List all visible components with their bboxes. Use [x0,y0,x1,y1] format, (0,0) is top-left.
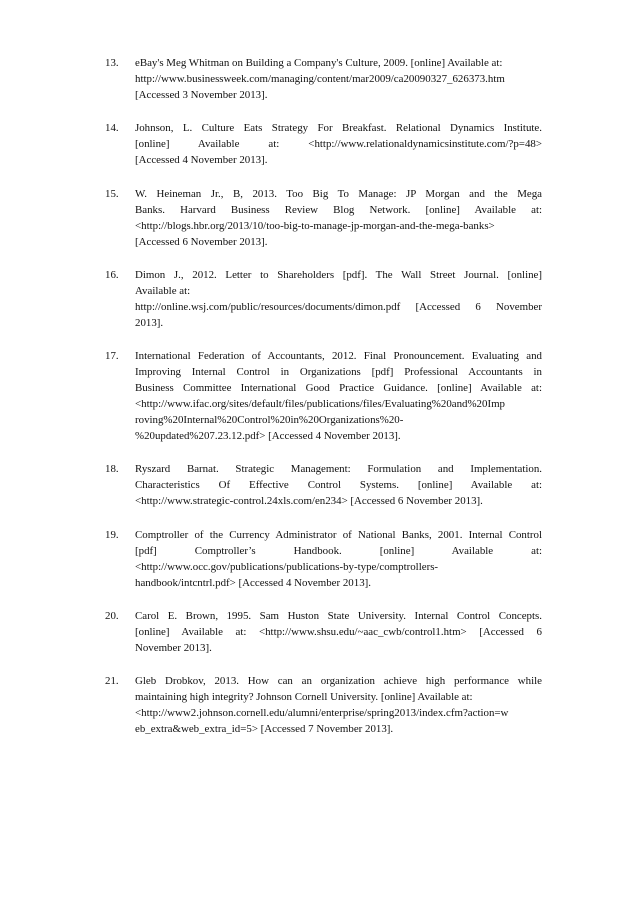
reference-item-17 [105,348,542,444]
reference-number: 13. [105,57,119,69]
reference-number: 16. [105,268,119,281]
reference-number: 17. [105,350,119,363]
reference-link[interactable]: %20updated%207.23.12.pdf> [Accessed 4 November 2013]. [135,430,401,443]
reference-number: 18. [105,463,119,476]
reference-line: Ryszard Barnat. Strategic Management: Formulation and Implementation. [135,463,542,476]
reference-line: Business Committee International Good Practice Guidance. [online] Available at: [135,382,542,395]
reference-number: 19. [105,528,119,541]
reference-number: 21. [105,675,119,688]
reference-line: Gleb Drobkov, 2013. How can an organization achieve high performance while [135,675,542,688]
reference-line: Dimon J., 2012. Letter to Shareholders [pdf]. The Wall Street Journal. [online] [135,268,542,281]
reference-line: W. Heineman Jr., B, 2013. Too Big To Manage: JP Morgan and the Mega [135,187,542,200]
reference-link[interactable]: <http://www.occ.gov/publications/publications-by-type/comptrollers- [135,560,439,573]
reference-number: 15. [105,187,119,200]
reference-number: 14. [105,122,119,135]
reference-line: Banks. Harvard Business Review Blog Network. [online] Available at: [135,203,542,216]
reference-item-20 [105,608,542,656]
reference-line: Comptroller of the Currency Administrator of National Banks, 2001. Internal Control [135,528,542,541]
reference-line: maintaining high integrity? Johnson Cornell University. [online] Available at: [135,691,473,704]
reference-link[interactable]: http://www.businessweek.com/managing/content/mar2009/ca20090327_626373.htm [135,73,505,85]
reference-list [105,55,542,755]
reference-link[interactable]: <http://blogs.hbr.org/2013/10/too-big-to-manage-jp-morgan-and-the-mega-banks> [135,219,495,232]
reference-line: Available at: [135,284,191,297]
reference-link[interactable]: http://online.wsj.com/public/resources/documents/dimon.pdf [Accessed 6 November [135,300,542,313]
reference-line: Johnson, L. Culture Eats Strategy For Breakfast. Relational Dynamics Institute. [135,122,542,135]
reference-item-16 [105,267,542,331]
reference-link[interactable]: [online] Available at: <http://www.shsu.edu/~aac_cwb/control1.htm> [Accessed 6 [135,626,542,639]
reference-line: [pdf] Comptroller’s Handbook. [online] Available at: [135,544,542,557]
reference-item-19 [105,527,542,591]
reference-line: [Accessed 6 November 2013]. [135,235,268,248]
reference-line: International Federation of Accountants, 2012. Final Pronouncement. Evaluating and [135,350,542,363]
reference-link[interactable]: <http://www.ifac.org/sites/default/files/publications/files/Evaluating%20and%20Imp [135,398,505,411]
reference-item-14 [105,120,542,168]
reference-item-18 [105,461,542,509]
reference-item-15 [105,186,542,250]
reference-line: November 2013]. [135,642,212,655]
reference-line: Carol E. Brown, 1995. Sam Huston State University. Internal Control Concepts. [135,610,542,623]
reference-line: 2013]. [135,316,164,329]
reference-link[interactable]: [online] Available at: <http://www.relationaldynamicsinstitute.com/?p=48> [135,138,542,151]
reference-line: Improving Internal Control in Organizations [pdf] Professional Accountants in [135,366,542,379]
reference-line: eBay's Meg Whitman on Building a Company's Culture, 2009. [online] Available at: [135,57,503,69]
reference-link[interactable]: <http://www.strategic-control.24xls.com/en234> [Accessed 6 November 2013]. [135,495,483,508]
reference-line: [Accessed 3 November 2013]. [135,89,268,101]
reference-item-13 [105,55,542,103]
reference-item-21 [105,673,542,737]
reference-link[interactable]: eb_extra&web_extra_id=5> [Accessed 7 November 2013]. [135,723,394,736]
reference-line: [Accessed 4 November 2013]. [135,154,268,167]
reference-number: 20. [105,610,119,623]
reference-link[interactable]: <http://www2.johnson.cornell.edu/alumni/enterprise/spring2013/index.cfm?action=w [135,707,509,720]
reference-line: Characteristics Of Effective Control Systems. [online] Available at: [135,479,542,492]
reference-link[interactable]: roving%20Internal%20Control%20in%20Organizations%20- [135,414,404,427]
reference-link[interactable]: handbook/intcntrl.pdf> [Accessed 4 November 2013]. [135,576,371,589]
